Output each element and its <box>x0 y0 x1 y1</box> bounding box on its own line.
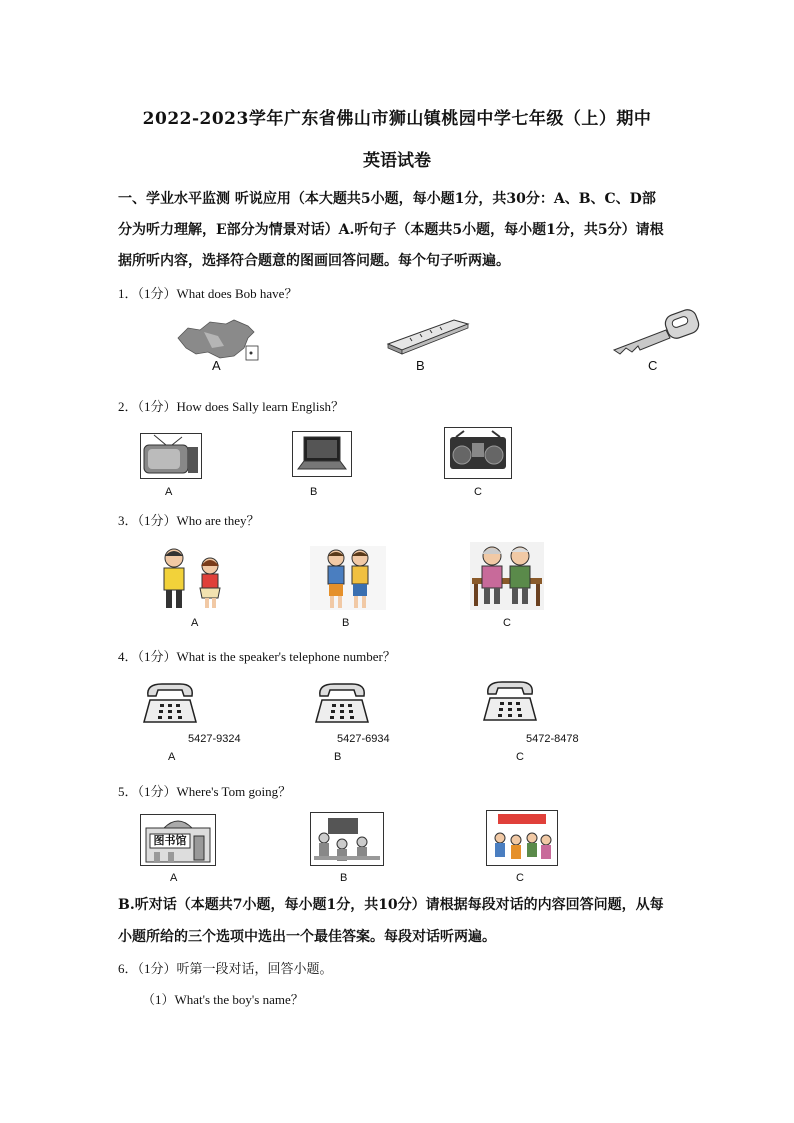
question-6-sub-1: （1）What's the boy's name？ <box>142 992 304 1007</box>
option-label: C <box>474 486 482 498</box>
ruler-icon <box>384 318 472 358</box>
laptop-icon <box>292 431 352 477</box>
question-2: 2．（1分）How does Sally learn English？ <box>118 399 345 414</box>
telephone-icon <box>140 680 200 726</box>
option-label: B <box>334 751 342 763</box>
option-label: A <box>191 617 199 629</box>
phone-number: 5427-9324 <box>188 733 241 745</box>
section2-instructions-line2: 小题所给的三个选项中选出一个最佳答案。每段对话听两遍。 <box>118 929 496 945</box>
option-label: B <box>342 617 350 629</box>
exam-subtitle: 英语试卷 <box>363 151 431 171</box>
radio-cassette-icon <box>444 427 512 479</box>
section1-instructions-line3: 据所听内容，选择符合题意的图画回答问题。每个句子听两遍。 <box>118 253 510 269</box>
two-boys-icon <box>310 546 386 610</box>
section1-instructions-line1: 一、学业水平监测 听说应用（本大题共5小题，每小题1分，共30分：A、B、C、D部 <box>118 191 656 207</box>
question-3: 3．（1分）Who are they？ <box>118 513 260 528</box>
exam-title: 2022-2023学年广东省佛山市狮山镇桃园中学七年级（上）期中 <box>142 109 652 129</box>
option-label: B <box>340 872 348 884</box>
section1-instructions-line2: 分为听力理解，E部分为情景对话）A.听句子（本题共5小题，每小题1分，共5分）请根 <box>118 222 664 238</box>
key-icon <box>610 306 702 358</box>
section2-instructions-line1: B.听对话（本题共7小题，每小题1分，共10分）请根据每段对话的内容回答问题，从每 <box>118 897 664 913</box>
option-label: C <box>516 751 524 763</box>
option-label: B <box>310 486 318 498</box>
option-label: A <box>212 358 221 373</box>
option-label: A <box>165 486 173 498</box>
option-label: C <box>516 872 524 884</box>
option-label: B <box>416 358 425 373</box>
classroom-icon <box>310 812 384 866</box>
option-label: A <box>168 751 176 763</box>
question-4: 4．（1分）What is the speaker's telephone number？ <box>118 649 396 664</box>
english-corner-icon <box>486 810 558 866</box>
option-label: C <box>503 617 511 629</box>
phone-number: 5472-8478 <box>526 733 579 745</box>
option-label: A <box>170 872 178 884</box>
question-6: 6．（1分）听第一段对话，回答小题。 <box>118 961 333 976</box>
telephone-icon <box>480 678 540 724</box>
phone-number: 5427-6934 <box>337 733 390 745</box>
elderly-couple-icon <box>470 542 544 610</box>
library-icon <box>140 814 216 866</box>
tv-icon <box>140 433 202 479</box>
telephone-icon <box>312 680 372 726</box>
man-and-girl-icon <box>150 546 236 610</box>
option-label: C <box>648 358 658 373</box>
library-sign: 图书馆 <box>153 834 187 847</box>
question-1: 1．（1分）What does Bob have？ <box>118 286 298 301</box>
question-5: 5．（1分）Where's Tom going？ <box>118 784 292 799</box>
